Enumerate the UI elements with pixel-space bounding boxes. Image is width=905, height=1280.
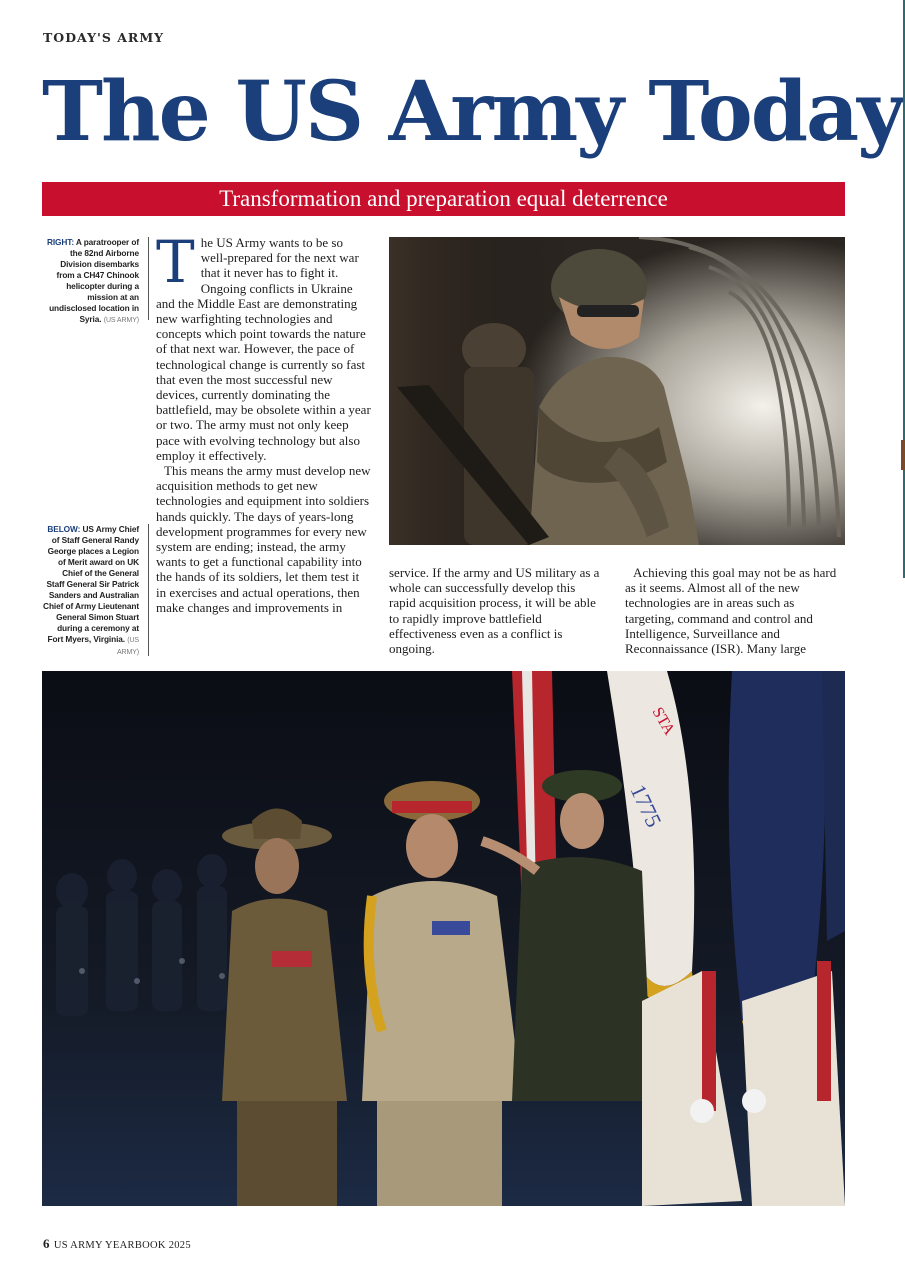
body-paragraph-2: This means the army must develop new acquisition methods to get new technologies and equipment into soldiers hands quickly. The days of years-long development programmes for every new system are ending; instead, the army wants to get a functional capability into the hands of its soldiers, let them test it in exercises and actual operations, then make changes and improvements in: [156, 463, 371, 615]
caption-below-credit: (US ARMY): [116, 637, 139, 656]
body-paragraph-1: [156, 228, 372, 463]
page-edge-mark: [901, 440, 905, 470]
page-title: The US Army Today: [42, 64, 903, 160]
section-label: TODAY'S ARMY: [43, 30, 165, 45]
caption-below-key: BELOW:: [47, 524, 81, 534]
publication-name: US ARMY YEARBOOK 2025: [53, 1240, 191, 1251]
caption-below: [43, 524, 139, 658]
flag-text: STA: [648, 704, 678, 739]
photo-paratrooper: [389, 237, 845, 545]
body-column-3: [625, 565, 841, 656]
page-footer: [43, 1236, 191, 1252]
caption-below-text: US Army Chief of Staff General Randy George places a Legion of Merit award on UK Chief of the General Staff General Sir Patrick Sanders and Australian Chief of Army Lieutenant General Simon Stuart during a ceremony at Fort Myers, Virginia.: [43, 524, 139, 644]
subtitle-banner: Transformation and preparation equal deterrence: [42, 182, 845, 216]
photo-ceremony: [42, 671, 845, 1206]
flag-year: 1775: [625, 780, 667, 831]
page-number: 6: [43, 1236, 50, 1251]
photo-ceremony-image: [42, 671, 845, 1206]
caption-right-text: A paratrooper of the 82nd Airborne Division disembarks from a CH47 Chinook helicopter during a mission at an undisclosed location in Syria.: [49, 237, 139, 324]
body-column-2-text: service. If the army and US military as a whole can successfully develop this rapid acquisition process, it will be able to rapidly improve battlefield effectiveness even as a conflict is ongoing.: [389, 565, 600, 657]
caption-right-credit: (US ARMY): [103, 317, 139, 324]
caption-right-rule: [148, 237, 149, 320]
caption-right: [43, 237, 139, 326]
caption-below-rule: [148, 524, 149, 656]
photo-paratrooper-image: [389, 237, 845, 545]
body-column-1: [156, 228, 372, 615]
drop-cap: T: [156, 228, 195, 296]
caption-right-key: RIGHT:: [46, 237, 74, 247]
body-paragraph-1-text: he US Army wants to be so well-prepared for the next war that it never has to fight it. Ongoing conflicts in Ukraine and the Middle East are demonstrating new warfighting technologies and concepts which point towards the nature of that next war. However, the pace of technological change is currently so fast that even the most successful new devices, currently dominating the battlefield, may be obsolete within a year or two. The army must not only keep pace with evolving technology but also employ it effectively.: [156, 235, 371, 463]
body-column-3-text: Achieving this goal may not be as hard as it seems. Almost all of the new technologies are in areas such as targeting, command and control and Intelligence, Surveillance and Reconnaissance (ISR). Many large: [625, 565, 837, 657]
body-column-2: [389, 565, 605, 656]
